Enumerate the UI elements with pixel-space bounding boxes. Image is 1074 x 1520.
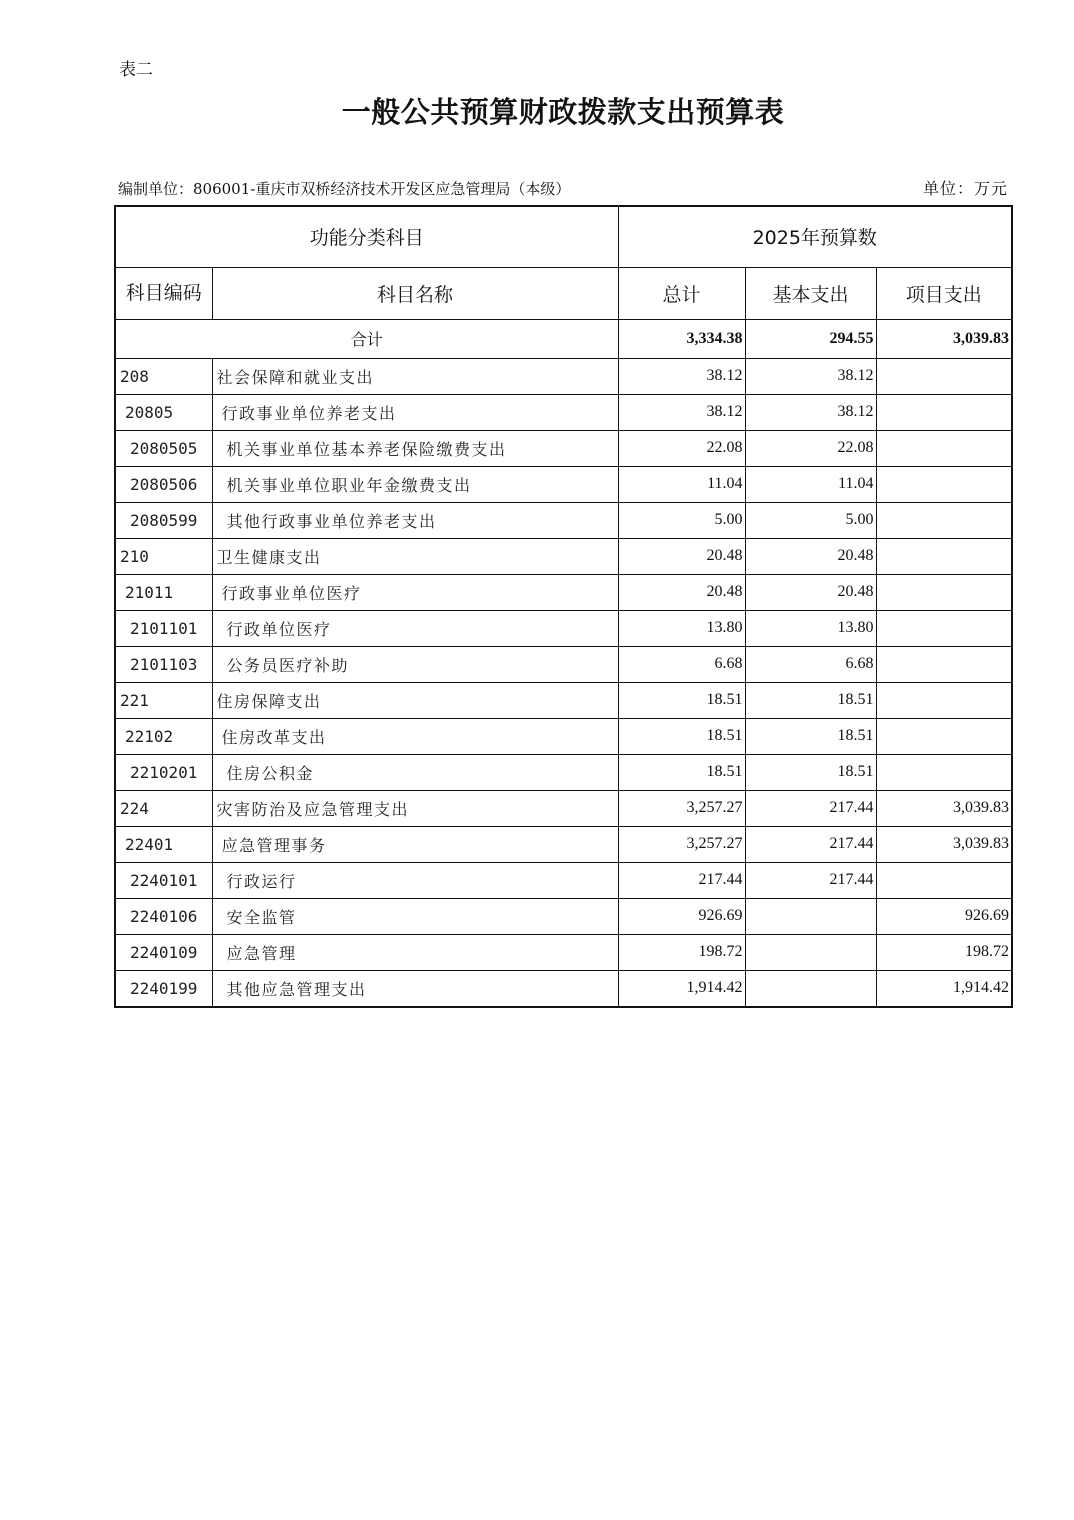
row-project — [876, 718, 1012, 754]
row-total: 3,257.27 — [618, 826, 745, 862]
row-name: 应急管理事务 — [212, 826, 618, 862]
row-name: 机关事业单位职业年金缴费支出 — [212, 466, 618, 502]
row-project — [876, 430, 1012, 466]
budget-table — [114, 205, 1013, 1008]
row-total: 217.44 — [618, 862, 745, 898]
row-project: 1,914.42 — [876, 970, 1012, 1007]
header-project: 项目支出 — [876, 267, 1012, 319]
table-row — [115, 754, 1012, 790]
table-row — [115, 502, 1012, 538]
row-name: 行政事业单位养老支出 — [212, 394, 618, 430]
row-name: 行政单位医疗 — [212, 610, 618, 646]
row-total: 3,257.27 — [618, 790, 745, 826]
row-total: 198.72 — [618, 934, 745, 970]
row-name: 灾害防治及应急管理支出 — [212, 790, 618, 826]
row-basic: 6.68 — [745, 646, 876, 682]
table-row — [115, 394, 1012, 430]
row-code: 2240101 — [115, 862, 212, 898]
header-code: 科目编码 — [115, 267, 212, 319]
row-code: 2101103 — [115, 646, 212, 682]
row-code: 21011 — [115, 574, 212, 610]
row-total: 18.51 — [618, 718, 745, 754]
table-row — [115, 826, 1012, 862]
row-basic: 13.80 — [745, 610, 876, 646]
row-basic: 20.48 — [745, 574, 876, 610]
row-basic: 18.51 — [745, 718, 876, 754]
row-total: 18.51 — [618, 754, 745, 790]
table-row — [115, 682, 1012, 718]
row-basic — [745, 970, 876, 1007]
row-project: 198.72 — [876, 934, 1012, 970]
table-row — [115, 358, 1012, 394]
row-total: 38.12 — [618, 358, 745, 394]
total-basic: 294.55 — [745, 319, 876, 358]
document-title: 一般公共预算财政拨款支出预算表 — [341, 95, 785, 129]
row-name: 住房改革支出 — [212, 718, 618, 754]
table-row — [115, 898, 1012, 934]
table-label: 表二 — [119, 60, 153, 80]
org-unit-label: 编制单位：806001-重庆市双桥经济技术开发区应急管理局（本级） — [118, 180, 571, 198]
row-basic — [745, 898, 876, 934]
row-total: 11.04 — [618, 466, 745, 502]
table-row — [115, 970, 1012, 1007]
row-project — [876, 682, 1012, 718]
row-project: 3,039.83 — [876, 790, 1012, 826]
row-project — [876, 358, 1012, 394]
header-category: 功能分类科目 — [115, 206, 618, 267]
row-total: 38.12 — [618, 394, 745, 430]
row-basic: 18.51 — [745, 682, 876, 718]
row-basic: 11.04 — [745, 466, 876, 502]
row-basic: 217.44 — [745, 862, 876, 898]
row-code: 2210201 — [115, 754, 212, 790]
row-code: 2080505 — [115, 430, 212, 466]
row-project: 3,039.83 — [876, 826, 1012, 862]
row-total: 20.48 — [618, 574, 745, 610]
row-name: 住房公积金 — [212, 754, 618, 790]
row-total: 6.68 — [618, 646, 745, 682]
row-name: 社会保障和就业支出 — [212, 358, 618, 394]
row-code: 22102 — [115, 718, 212, 754]
row-basic: 18.51 — [745, 754, 876, 790]
row-basic — [745, 934, 876, 970]
row-code: 2240109 — [115, 934, 212, 970]
total-total: 3,334.38 — [618, 319, 745, 358]
row-total: 22.08 — [618, 430, 745, 466]
row-total: 18.51 — [618, 682, 745, 718]
row-project — [876, 466, 1012, 502]
table-row — [115, 610, 1012, 646]
table-row — [115, 862, 1012, 898]
total-label: 合计 — [115, 319, 618, 358]
header-budget-year: 2025年预算数 — [618, 206, 1012, 267]
row-project — [876, 754, 1012, 790]
row-code: 2080506 — [115, 466, 212, 502]
row-code: 208 — [115, 358, 212, 394]
unit-label: 单位：万元 — [922, 179, 1008, 198]
row-total: 13.80 — [618, 610, 745, 646]
row-basic: 217.44 — [745, 790, 876, 826]
row-project — [876, 538, 1012, 574]
row-name: 行政运行 — [212, 862, 618, 898]
row-project — [876, 610, 1012, 646]
row-code: 2080599 — [115, 502, 212, 538]
row-basic: 38.12 — [745, 394, 876, 430]
row-total: 926.69 — [618, 898, 745, 934]
header-total: 总计 — [618, 267, 745, 319]
row-total: 20.48 — [618, 538, 745, 574]
row-total: 5.00 — [618, 502, 745, 538]
row-code: 2240106 — [115, 898, 212, 934]
row-name: 安全监管 — [212, 898, 618, 934]
row-project — [876, 862, 1012, 898]
row-name: 应急管理 — [212, 934, 618, 970]
row-code: 20805 — [115, 394, 212, 430]
row-name: 住房保障支出 — [212, 682, 618, 718]
table-row — [115, 574, 1012, 610]
table-row — [115, 430, 1012, 466]
row-name: 机关事业单位基本养老保险缴费支出 — [212, 430, 618, 466]
row-name: 卫生健康支出 — [212, 538, 618, 574]
table-row — [115, 934, 1012, 970]
row-project: 926.69 — [876, 898, 1012, 934]
table-row — [115, 466, 1012, 502]
header-row-sub — [115, 267, 1012, 319]
table-row — [115, 790, 1012, 826]
row-basic: 38.12 — [745, 358, 876, 394]
row-name: 公务员医疗补助 — [212, 646, 618, 682]
row-basic: 5.00 — [745, 502, 876, 538]
total-project: 3,039.83 — [876, 319, 1012, 358]
row-project — [876, 394, 1012, 430]
row-code: 22401 — [115, 826, 212, 862]
row-project — [876, 646, 1012, 682]
row-name: 其他应急管理支出 — [212, 970, 618, 1007]
header-name: 科目名称 — [212, 267, 618, 319]
table-row — [115, 718, 1012, 754]
table-row — [115, 538, 1012, 574]
row-code: 2240199 — [115, 970, 212, 1007]
row-project — [876, 574, 1012, 610]
row-basic: 217.44 — [745, 826, 876, 862]
row-name: 其他行政事业单位养老支出 — [212, 502, 618, 538]
row-basic: 22.08 — [745, 430, 876, 466]
row-code: 224 — [115, 790, 212, 826]
row-project — [876, 502, 1012, 538]
table-row — [115, 646, 1012, 682]
header-basic: 基本支出 — [745, 267, 876, 319]
header-row-top — [115, 206, 1012, 267]
row-basic: 20.48 — [745, 538, 876, 574]
row-name: 行政事业单位医疗 — [212, 574, 618, 610]
row-code: 2101101 — [115, 610, 212, 646]
total-row — [115, 319, 1012, 358]
row-code: 210 — [115, 538, 212, 574]
row-code: 221 — [115, 682, 212, 718]
row-total: 1,914.42 — [618, 970, 745, 1007]
